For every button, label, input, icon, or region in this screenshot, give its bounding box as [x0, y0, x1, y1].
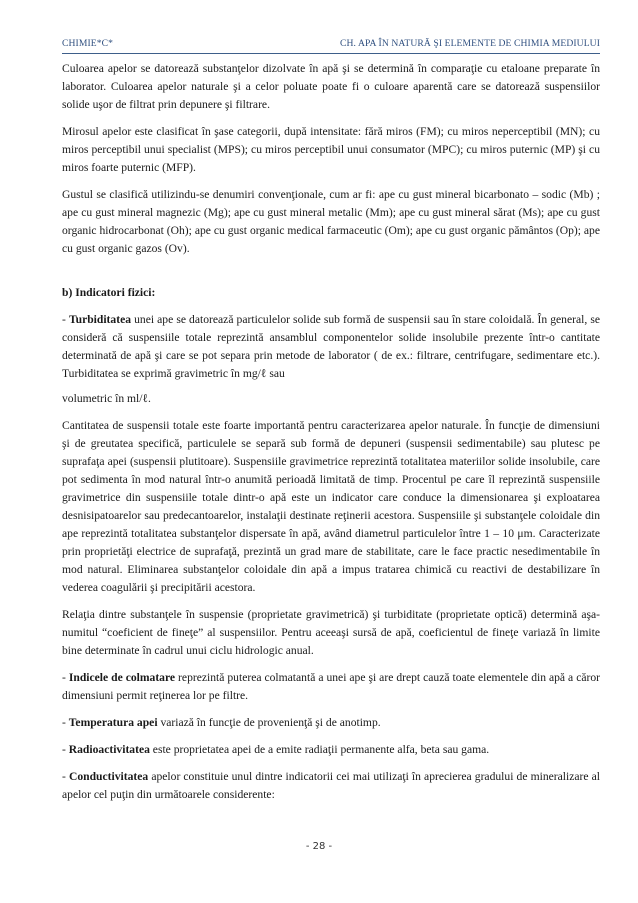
term-turbidity: Turbiditatea	[68, 313, 132, 326]
page-number: - 28 -	[305, 841, 333, 852]
turbidity-text-line2: volumetric în ml/ℓ.	[62, 392, 151, 405]
bullet-dash: -	[62, 671, 69, 684]
paragraph-turbidity	[62, 311, 600, 408]
paragraph-taste: Gustul se clasifică utilizindu-se denumiri convenţionale, cum ar fi: ape cu gust mineral bicarbonato – sodic (Mb) ; ape cu gust mineral magnezic (Mg); ape cu gust mineral metalic (Mm); ape cu gust mineral sărat (Ms); ape cu gust organic hidrocarbonat (Oh); ape cu gust organic medical farmaceutic (Om); ape cu gust organic pământos (Op); ape cu gust organic gazos (Ov).	[62, 188, 600, 255]
header-left-title: CHIMIE*C*	[62, 38, 114, 49]
conductivity-text: apelor constituie unul dintre indicatorii cei mai utilizaţi în aprecierea gradului de mineralizare al apelor cel puţin din următoarele considerente:	[62, 770, 601, 801]
bullet-dash: -	[62, 770, 69, 783]
turbidity-text: unei ape se datorează particulelor solide sub formă de suspensii sau în stare coloidală. În general, se consideră că suspensiile totale reprezintă ansamblul componentelor solide insolubile prezente într-o cantitate determinată de apă şi care se pot separa prin metode de laborator ( de ex.: filtrare, centrifugare, sedimentare etc.). Turbiditatea se exprimă gravimetric în mg/ℓ sau	[62, 313, 600, 380]
bullet-dash: -	[62, 716, 69, 729]
header-chapter-title: CH. APA ÎN NATURĂ ŞI ELEMENTE DE CHIMIA MEDIULUI	[339, 38, 600, 49]
section-heading: b) Indicatori fizici:	[62, 286, 156, 299]
page-body	[62, 60, 600, 813]
term-temperature: Temperatura apei	[68, 716, 158, 729]
paragraph-temperature	[62, 714, 600, 732]
paragraph-fineness: Relaţia dintre substanţele în suspensie (proprietate gravimetrică) şi turbiditate (proprietate optică) determină aşa-numitul “coeficient de fineţe” al suspensiilor. Pentru aceeaşi sursă de apă, coeficientul de fineţe variază în limite bine determinate în cadrul unui ciclu hidrologic anual.	[62, 608, 600, 657]
clogging-text: reprezintă puterea colmatantă a unei ape şi are drept cauză toate elementele din apă a căror dimensiuni permit reţinerea lor pe filtre.	[62, 671, 601, 702]
paragraph-suspensions: Cantitatea de suspensii totale este foarte importantă pentru caracterizarea apelor naturale. În funcţie de dimensiuni şi de greutatea specifică, particulele se separă sub formă de depuneri (suspensii sedimentabile) sau plutesc pe suprafaţa apei (suspensii plutitoare). Suspensiile gravimetrice reprezintă totalitatea materiilor solide insolubile, care pot sedimenta în mod natural într-o anumită perioadă limitată de timp. Procentul pe care îl reprezintă suspensiile gravimetrice din suspensiile totale dintr-o apă este un indicator care conduce la dimensionarea şi exploatarea desnisipatoarelor sau predecantoarelor, instalaţii destinate reţinerii acestora. Suspensiile şi substanţele coloidale din ape reprezintă totalitatea substanţelor dispersate în apă, având diametrul particulelor între 1 – 10 μm. Caracterizate prin proprietăţi electrice de suprafaţă, prezintă un grad mare de stabilitate, care le face practic nesedimentabile în mod natural. Eliminarea substanţelor coloidale din apă a impus tratarea chimică cu reactivi de destabilizare în vederea coagulării şi precipitării acestora.	[62, 419, 600, 594]
radioactivity-text: este proprietatea apei de a emite radiaţii permanente alfa, beta sau gama.	[149, 743, 490, 756]
page-header	[62, 37, 600, 54]
bullet-dash: -	[62, 313, 69, 326]
term-clogging-index: Indicele de colmatare	[68, 671, 176, 684]
bullet-dash: -	[62, 743, 69, 756]
spacer	[62, 267, 600, 284]
paragraph-smell: Mirosul apelor este clasificat în şase categorii, după intensitate: fără miros (FM); cu miros neperceptibil (MN); cu miros perceptibil unui specialist (MPS); cu miros perceptibil unui consumator (MPC); cu miros puternic (MP) şi cu miros foarte puternic (MFP).	[62, 125, 600, 174]
term-radioactivity: Radioactivitatea	[68, 743, 150, 756]
temperature-text: variază în funcţie de provenienţă şi de anotimp.	[157, 716, 381, 729]
paragraph-clogging	[62, 669, 600, 705]
term-conductivity: Conductivitatea	[68, 770, 149, 783]
paragraph-conductivity	[62, 768, 600, 804]
paragraph-color: Culoarea apelor se datorează substanţelor dizolvate în apă şi se determină în comparaţie cu etaloane preparate în laborator. Culoarea apelor naturale şi a celor poluate poate fi o culoare aparentă care se datorează suspensiilor solide uşor de filtrat prin depunere şi filtrare.	[62, 62, 600, 111]
paragraph-radioactivity	[62, 741, 600, 759]
